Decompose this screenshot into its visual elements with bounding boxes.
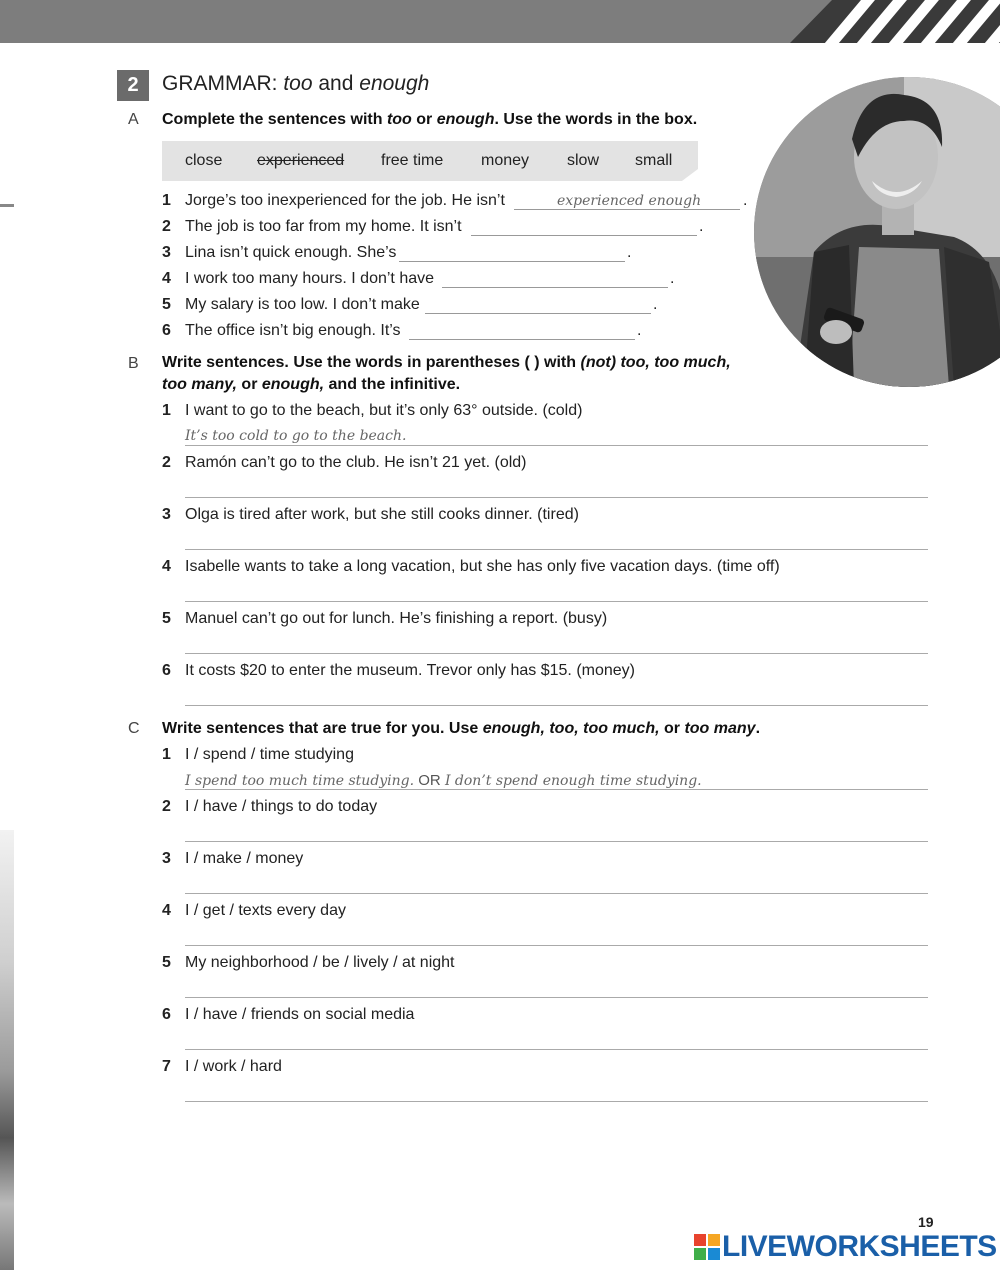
- word-box-item: free time: [381, 152, 444, 169]
- item-sentence: I / work / hard: [185, 1058, 282, 1075]
- item-sentence: I / have / things to do today: [185, 798, 378, 815]
- item-number: 4: [162, 902, 171, 919]
- item-sentence: I / get / texts every day: [185, 902, 346, 919]
- item-sentence: Olga is tired after work, but she still cooks dinner. (tired): [185, 506, 579, 523]
- period: .: [670, 270, 675, 287]
- word-box-item: money: [481, 152, 530, 169]
- item-number: 6: [162, 322, 171, 339]
- page-number: 19: [918, 1214, 934, 1230]
- item-number: 2: [162, 218, 171, 235]
- period: .: [699, 218, 704, 235]
- item-number: 4: [162, 270, 171, 287]
- part-a-instructions: Complete the sentences with too or enough. Use the words in the box.: [162, 111, 698, 128]
- item-sentence: Jorge’s too inexperienced for the job. He isn’t: [185, 192, 505, 209]
- section-title: GRAMMAR: too and enough: [162, 72, 430, 95]
- answer-line[interactable]: [185, 789, 928, 790]
- answer-line[interactable]: [185, 1049, 928, 1050]
- answer-line[interactable]: [185, 1101, 928, 1102]
- item-number: 3: [162, 850, 171, 867]
- part-b-instructions: Write sentences. Use the words in parentheses ( ) with (not) too, too much, too many, or enough, and the infinitive.: [162, 354, 731, 393]
- item-sentence: Isabelle wants to take a long vacation, but she has only five vacation days. (time off): [185, 558, 780, 575]
- item-number: 1: [162, 402, 171, 419]
- answer-line[interactable]: [185, 653, 928, 654]
- part-b-letter: B: [128, 355, 139, 372]
- part-a-letter: A: [128, 111, 139, 128]
- logo-square: [708, 1234, 720, 1246]
- section-number-badge: 2: [117, 70, 149, 101]
- logo-square: [694, 1248, 706, 1260]
- item-sentence: I / spend / time studying: [185, 746, 354, 763]
- answer-blank[interactable]: [514, 209, 740, 210]
- period: .: [627, 244, 632, 261]
- period: .: [653, 296, 658, 313]
- photo-illustration: [754, 77, 1000, 387]
- item-sentence: Ramón can’t go to the club. He isn’t 21 yet. (old): [185, 454, 527, 471]
- example-answer: I spend too much time studying. OR I don’t spend enough time studying.: [185, 772, 702, 789]
- answer-line[interactable]: [185, 893, 928, 894]
- example-answer: experienced enough: [557, 193, 702, 209]
- item-sentence: I / make / money: [185, 850, 304, 867]
- answer-line[interactable]: [185, 601, 928, 602]
- answer-line[interactable]: [185, 705, 928, 706]
- liveworksheets-logo[interactable]: [694, 1230, 997, 1263]
- item-number: 2: [162, 454, 171, 471]
- margin-tick: [0, 204, 14, 207]
- part-c-letter: C: [128, 720, 140, 737]
- margin-photo-strip: [0, 830, 14, 1270]
- answer-line[interactable]: [185, 997, 928, 998]
- answer-blank[interactable]: [399, 261, 625, 262]
- answer-line[interactable]: [185, 549, 928, 550]
- answer-blank[interactable]: [409, 339, 635, 340]
- word-box-item: close: [185, 152, 223, 169]
- answer-line[interactable]: [185, 445, 928, 446]
- period: .: [637, 322, 642, 339]
- item-number: 6: [162, 662, 171, 679]
- item-sentence: My neighborhood / be / lively / at night: [185, 954, 455, 971]
- item-sentence: The job is too far from my home. It isn’t: [185, 218, 462, 235]
- logo-square: [694, 1234, 706, 1246]
- part-c-instructions: Write sentences that are true for you. Use enough, too, too much, or too many.: [162, 720, 761, 737]
- answer-line[interactable]: [185, 497, 928, 498]
- item-number: 1: [162, 192, 171, 209]
- logo-text: LIVEWORKSHEETS: [722, 1230, 997, 1263]
- item-sentence: My salary is too low. I don’t make: [185, 296, 420, 313]
- answer-line[interactable]: [185, 945, 928, 946]
- answer-blank[interactable]: [425, 313, 651, 314]
- item-number: 7: [162, 1058, 171, 1075]
- item-sentence: I want to go to the beach, but it’s only 63° outside. (cold): [185, 402, 583, 419]
- logo-square: [708, 1248, 720, 1260]
- word-box-item-used: experienced: [257, 152, 345, 169]
- item-sentence: It costs $20 to enter the museum. Trevor only has $15. (money): [185, 662, 635, 679]
- item-number: 5: [162, 296, 171, 313]
- word-box-item: small: [635, 152, 673, 169]
- item-sentence: Manuel can’t go out for lunch. He’s finishing a report. (busy): [185, 610, 608, 627]
- item-number: 5: [162, 954, 171, 971]
- word-box-item: slow: [567, 152, 600, 169]
- header-bar: [0, 0, 1000, 43]
- period: .: [743, 192, 748, 209]
- example-answer: It’s too cold to go to the beach.: [185, 428, 407, 444]
- item-number: 3: [162, 506, 171, 523]
- item-sentence: I work too many hours. I don’t have: [185, 270, 435, 287]
- answer-blank[interactable]: [442, 287, 668, 288]
- item-sentence: Lina isn’t quick enough. She’s: [185, 244, 397, 261]
- answer-line[interactable]: [185, 841, 928, 842]
- item-number: 2: [162, 798, 171, 815]
- item-number: 6: [162, 1006, 171, 1023]
- item-sentence: I / have / friends on social media: [185, 1006, 415, 1023]
- item-number: 5: [162, 610, 171, 627]
- man-with-phone-photo: [754, 77, 1000, 387]
- item-number: 4: [162, 558, 171, 575]
- answer-blank[interactable]: [471, 235, 697, 236]
- logo-squares-icon: [694, 1234, 720, 1260]
- item-number: 1: [162, 746, 171, 763]
- item-sentence: The office isn’t big enough. It’s: [185, 322, 401, 339]
- item-number: 3: [162, 244, 171, 261]
